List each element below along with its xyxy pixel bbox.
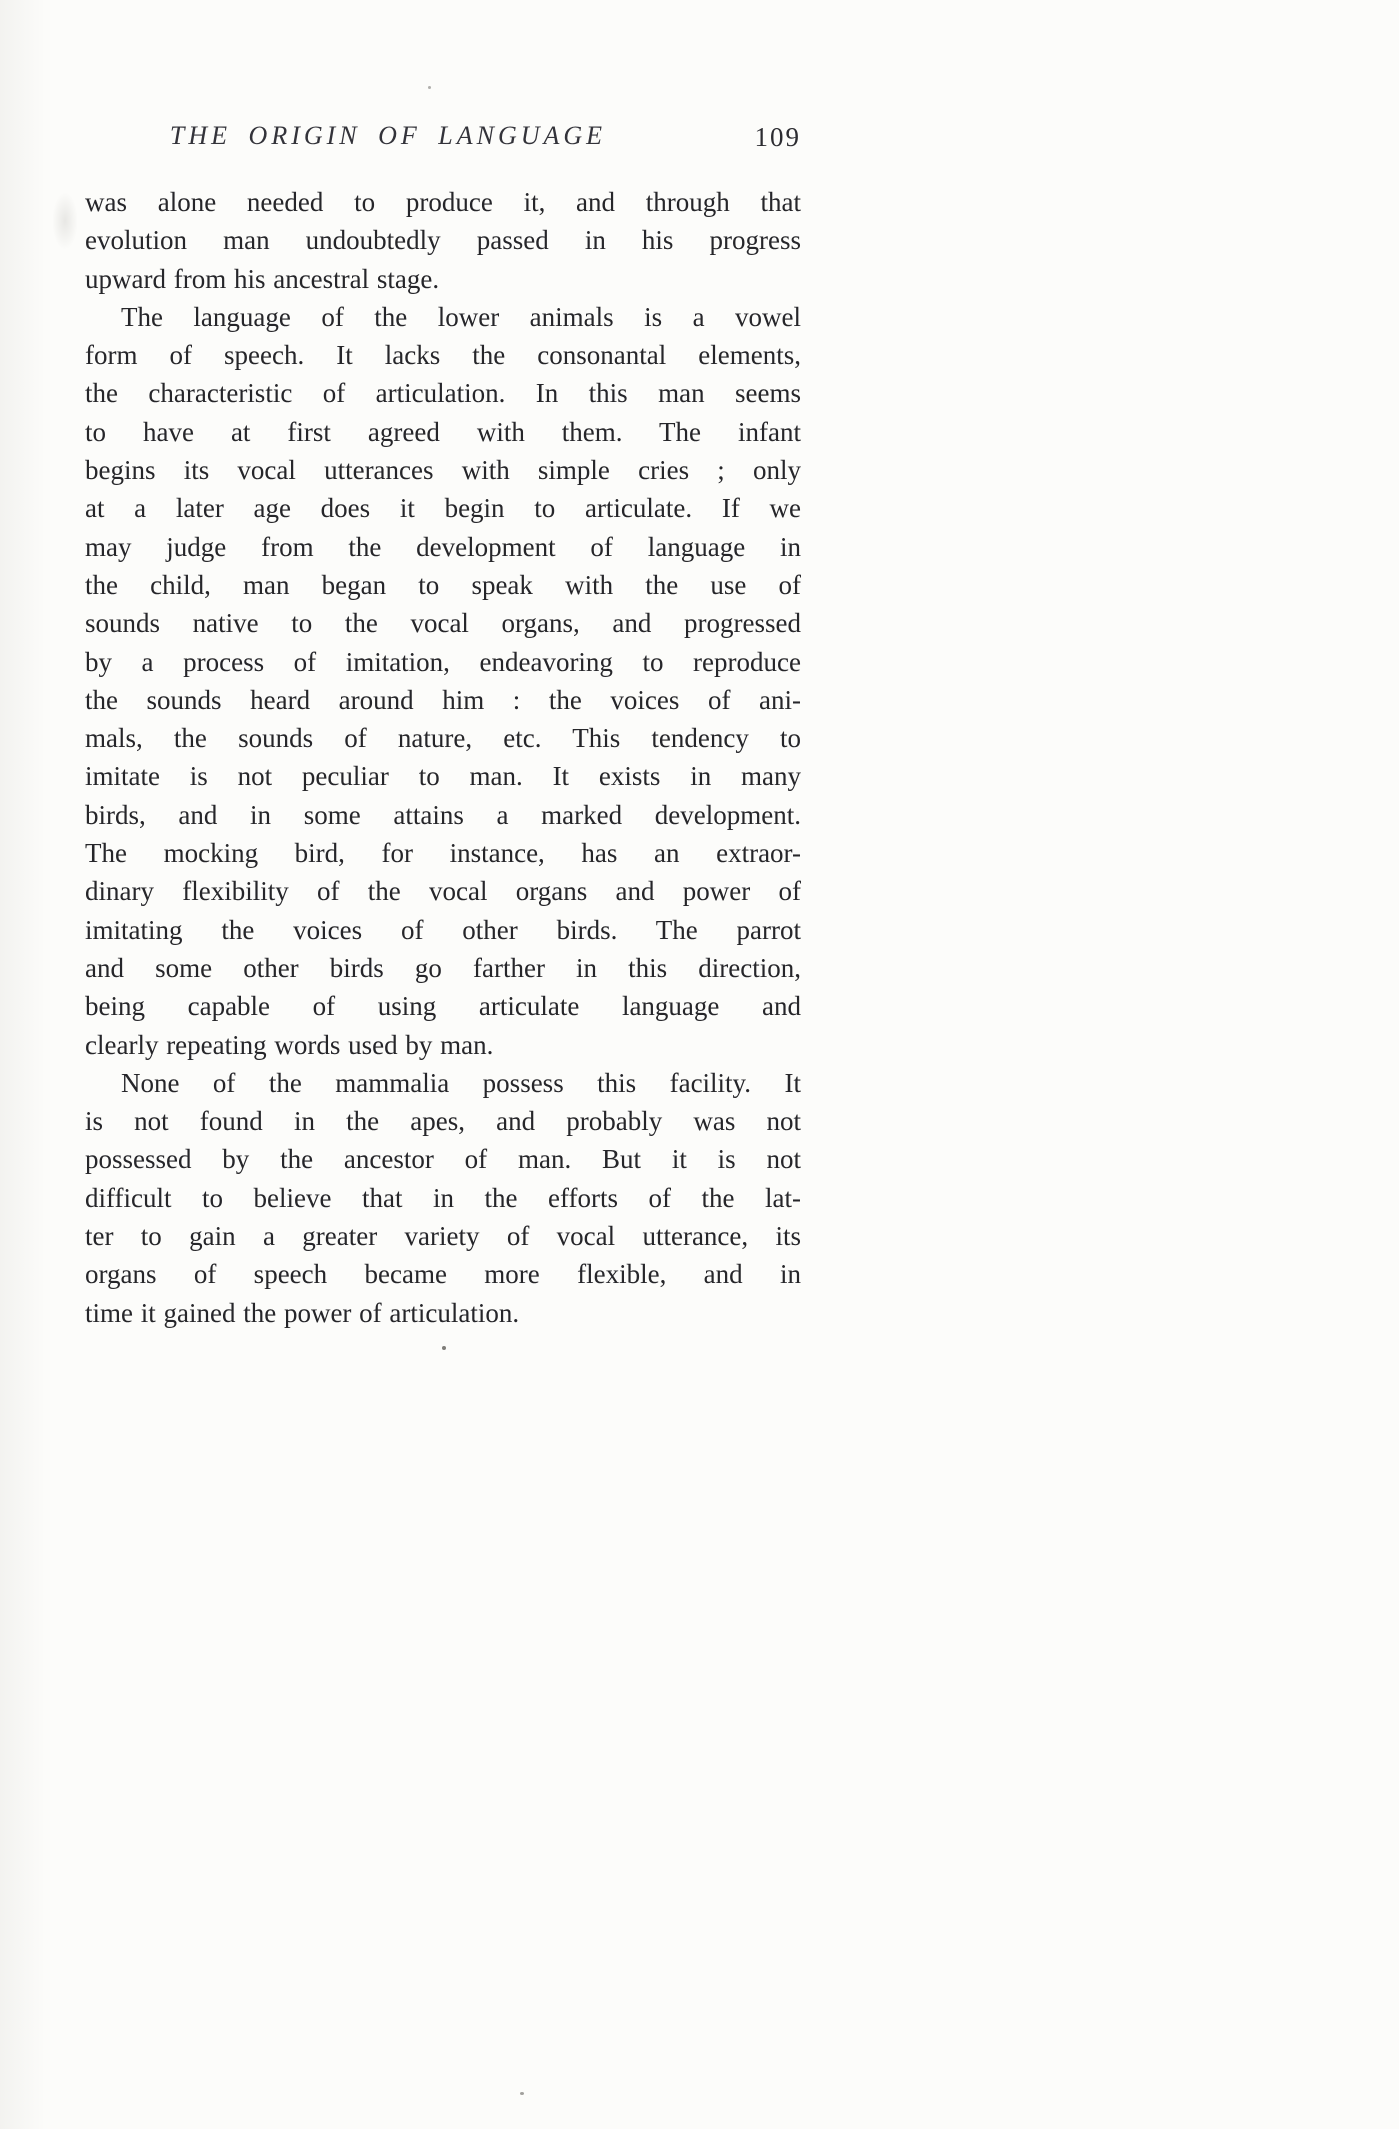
- text-line: and some other birds go farther in this direction,: [85, 952, 801, 983]
- text-line: upward from his ancestral stage.: [85, 263, 440, 294]
- text-line: imitating the voices of other birds. The parrot: [85, 914, 801, 945]
- text-line: the child, man began to speak with the use of: [85, 569, 801, 600]
- text-line: may judge from the development of language in: [85, 531, 801, 562]
- scan-speck: [442, 1346, 446, 1350]
- text-line: mals, the sounds of nature, etc. This tendency to: [85, 723, 801, 754]
- page-header: [85, 121, 801, 161]
- text-line: The language of the lower animals is a vowel: [121, 301, 801, 332]
- text-line: form of speech. It lacks the consonantal elements,: [85, 340, 801, 371]
- scan-smudge: [52, 192, 78, 250]
- page-body: [85, 183, 801, 1332]
- scan-speck: [520, 2092, 524, 2095]
- text-line: evolution man undoubtedly passed in his progress: [85, 225, 801, 256]
- text-line: the characteristic of articulation. In this man seems: [85, 378, 801, 409]
- text-line: possessed by the ancestor of man. But it is not: [85, 1144, 801, 1175]
- text-line: is not found in the apes, and probably was not: [85, 1106, 801, 1137]
- text-line: None of the mammalia possess this facility. It: [121, 1067, 801, 1098]
- scan-speck: [428, 86, 431, 89]
- text-line: to have at first agreed with them. The infant: [85, 416, 801, 447]
- text-line: clearly repeating words used by man.: [85, 1029, 494, 1060]
- text-line: ter to gain a greater variety of vocal utterance, its: [85, 1221, 801, 1252]
- running-title: THE ORIGIN OF LANGUAGE: [169, 121, 607, 150]
- text-line: begins its vocal utterances with simple cries ; only: [85, 455, 801, 486]
- text-line: was alone needed to produce it, and through that: [85, 187, 801, 217]
- page-number: 109: [754, 122, 801, 152]
- text-line: dinary flexibility of the vocal organs and power of: [85, 876, 801, 907]
- text-line: The mocking bird, for instance, has an extraor-: [85, 838, 801, 869]
- text-line: being capable of using articulate language and: [85, 991, 801, 1022]
- text-line: at a later age does it begin to articulate. If we: [85, 493, 801, 524]
- text-line: the sounds heard around him : the voices of ani-: [85, 684, 801, 715]
- text-line: imitate is not peculiar to man. It exists in many: [85, 761, 801, 792]
- text-line: sounds native to the vocal organs, and progressed: [85, 608, 801, 639]
- text-line: birds, and in some attains a marked development.: [85, 799, 801, 830]
- text-line: organs of speech became more flexible, and in: [85, 1259, 801, 1290]
- text-line: by a process of imitation, endeavoring to reproduce: [85, 646, 801, 677]
- text-line: time it gained the power of articulation.: [85, 1297, 520, 1328]
- text-line: difficult to believe that in the efforts of the lat-: [85, 1182, 801, 1213]
